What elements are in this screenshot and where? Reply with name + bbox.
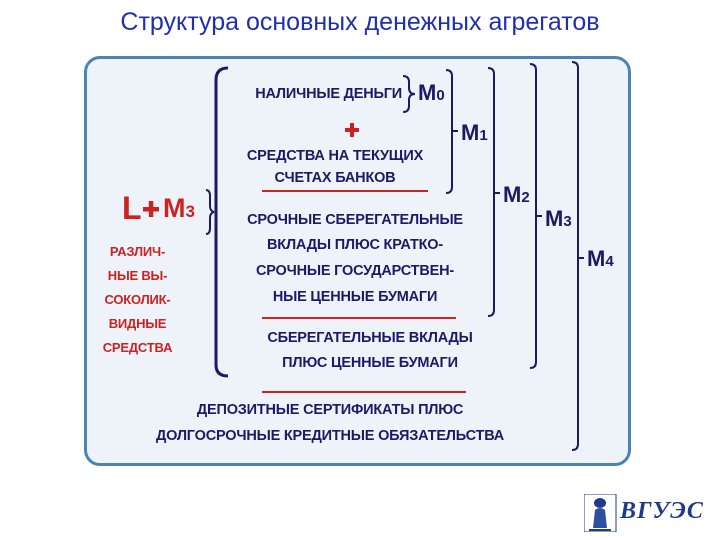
liquid-line5: СРЕДСТВА <box>102 340 173 355</box>
item-savings-line2: ПЛЮС ЦЕННЫЕ БУМАГИ <box>282 355 458 371</box>
liquid-line3: СОКОЛИК- <box>104 292 171 307</box>
logo-text: ВГУЭС <box>620 498 704 524</box>
liquid-line2: НЫЕ ВЫ- <box>107 268 168 283</box>
item-term-line2: ВКЛАДЫ ПЛЮС КРАТКО- <box>267 237 443 253</box>
item-term-line1: СРОЧНЫЕ СБЕРЕГАТЕЛЬНЫЕ <box>247 212 463 228</box>
label-m1: M1 <box>461 120 488 145</box>
university-logo <box>584 494 704 532</box>
item-savings-line1: СБЕРЕГАТЕЛЬНЫЕ ВКЛАДЫ <box>267 330 473 346</box>
label-l-m3: M3 <box>163 193 195 223</box>
liquid-line4: ВИДНЫЕ <box>108 316 167 331</box>
liquid-line1: РАЗЛИЧ- <box>109 244 166 259</box>
item-term-line3: СРОЧНЫЕ ГОСУДАРСТВЕН- <box>256 263 454 279</box>
item-deposit-line1: ДЕПОЗИТНЫЕ СЕРТИФИКАТЫ ПЛЮС <box>196 402 464 418</box>
label-m4: M4 <box>587 246 614 271</box>
label-l: L <box>122 190 142 226</box>
item-accounts-line1: СРЕДСТВА НА ТЕКУЩИХ <box>246 148 424 164</box>
label-m3: M3 <box>545 206 572 231</box>
item-term-line4: НЫЕ ЦЕННЫЕ БУМАГИ <box>272 289 438 305</box>
label-m2: M2 <box>503 182 530 207</box>
item-deposit-line2: ДОЛГОСРОЧНЫЕ КРЕДИТНЫЕ ОБЯЗАТЕЛЬСТВА <box>155 428 505 444</box>
page-title: Структура основных денежных агрегатов <box>120 8 600 36</box>
item-accounts-line2: СЧЕТАХ БАНКОВ <box>274 170 396 186</box>
item-cash: НАЛИЧНЫЕ ДЕНЬГИ <box>255 86 402 102</box>
label-m0: M0 <box>418 80 445 105</box>
